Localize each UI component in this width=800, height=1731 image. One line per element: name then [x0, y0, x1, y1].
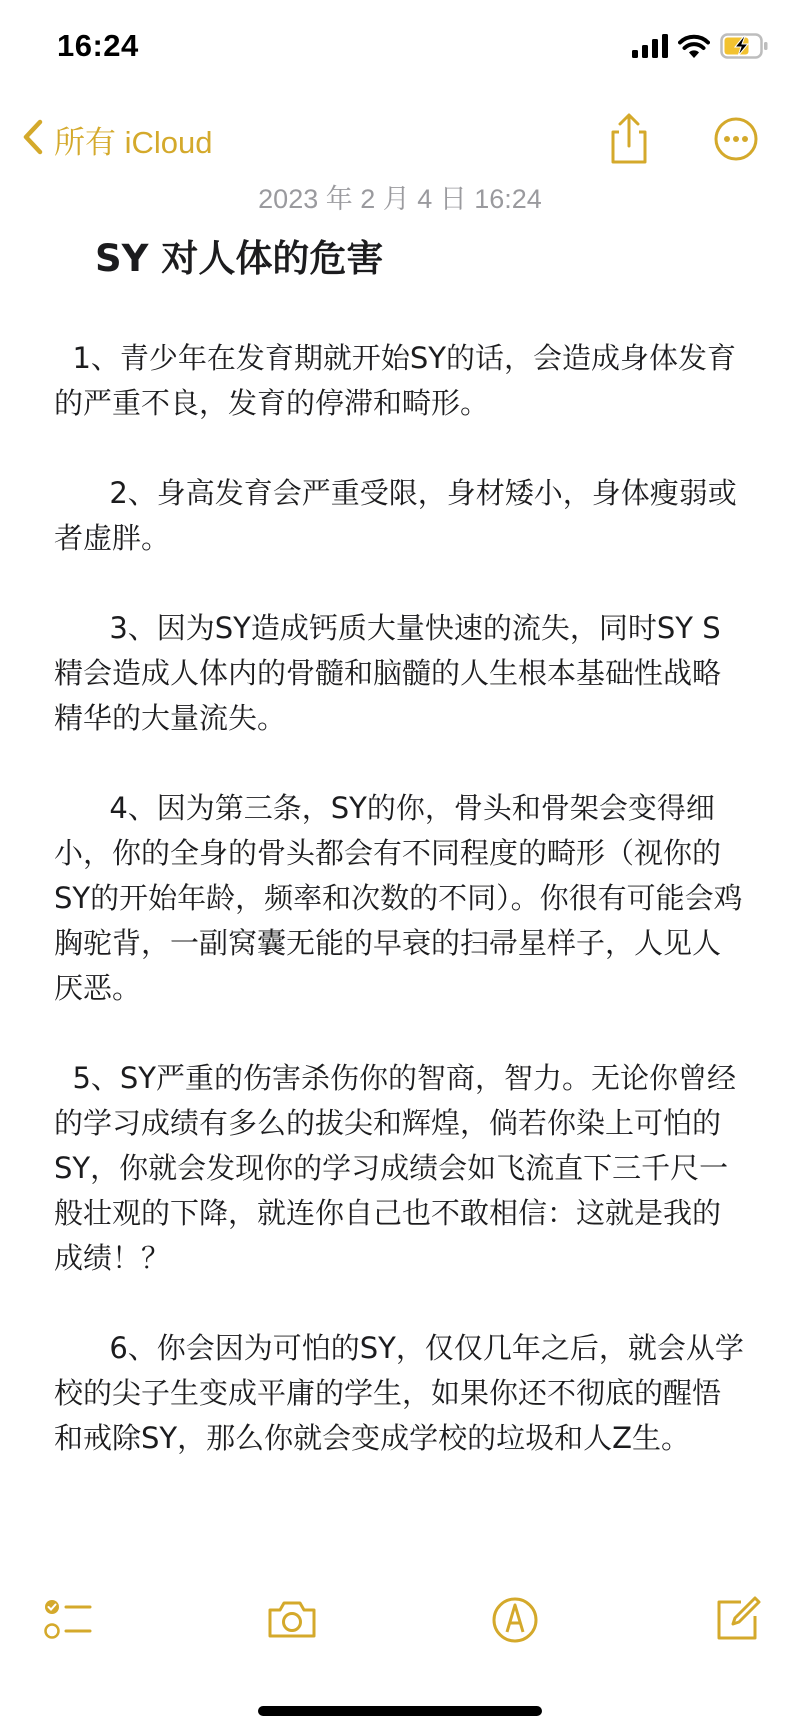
note-paragraph-5: 5、SY严重的伤害杀伤你的智商，智力。无论你曾经的学习成绩有多么的拔尖和辉煌，倘若你染上可怕的SY，你就会发现你的学习成绩会如飞流直下三千尺一般壮观的下降，就连你自己也不敢相信：这就是我的成绩！？	[54, 1061, 737, 1275]
share-icon	[600, 153, 658, 172]
note-paragraph-3: 3、因为SY造成钙质大量快速的流失，同时SY S精会造成人体内的骨髓和脑髓的人生根本基础性战略精华的大量流失。	[54, 611, 722, 735]
camera-button[interactable]	[262, 1590, 322, 1650]
note-title[interactable]: SY 对人体的危害	[95, 237, 384, 280]
status-icons	[632, 34, 768, 62]
camera-icon	[262, 1635, 322, 1654]
compose-button[interactable]	[707, 1590, 767, 1650]
wifi-icon	[678, 34, 710, 62]
back-label: 所有 iCloud	[54, 124, 213, 160]
chevron-left-icon	[22, 119, 44, 159]
battery-charging-icon	[720, 33, 768, 63]
home-indicator	[258, 1706, 542, 1716]
markup-pen-icon	[485, 1635, 545, 1654]
note-paragraph-4: 4、因为第三条，SY的你，骨头和骨架会变得细小，你的全身的骨头都会有不同程度的畸形（视你的SY的开始年龄，频率和次数的不同）。你很有可能会鸡胸驼背，一副窝囊无能的早衰的扫帚星样子，人见人厌恶。	[54, 791, 743, 1005]
note-paragraph-1: 1、青少年在发育期就开始SY的话，会造成身体发育的严重不良，发育的停滞和畸形。	[54, 341, 737, 420]
more-icon	[707, 153, 765, 172]
markup-button[interactable]	[485, 1590, 545, 1650]
back-button[interactable]	[22, 114, 213, 164]
bottom-toolbar	[0, 1590, 800, 1666]
note-date: 2023 年 2 月 4 日 16:24	[258, 184, 542, 214]
checklist-button[interactable]	[38, 1590, 98, 1650]
share-button[interactable]	[600, 110, 658, 168]
status-bar	[0, 0, 800, 100]
compose-icon	[707, 1635, 767, 1654]
cellular-signal-icon	[632, 34, 668, 62]
note-body[interactable]	[54, 336, 748, 1506]
more-button[interactable]	[707, 110, 765, 168]
note-paragraph-2: 2、身高发育会严重受限，身材矮小，身体瘦弱或者虚胖。	[54, 476, 737, 555]
note-paragraph-6: 6、你会因为可怕的SY，仅仅几年之后，就会从学校的尖子生变成平庸的学生，如果你还不彻底的醒悟和戒除SY，那么你就会变成学校的垃圾和人Z生。	[54, 1331, 744, 1455]
status-time: 16:24	[57, 28, 139, 63]
nav-bar	[0, 100, 800, 180]
checklist-icon	[38, 1635, 98, 1654]
